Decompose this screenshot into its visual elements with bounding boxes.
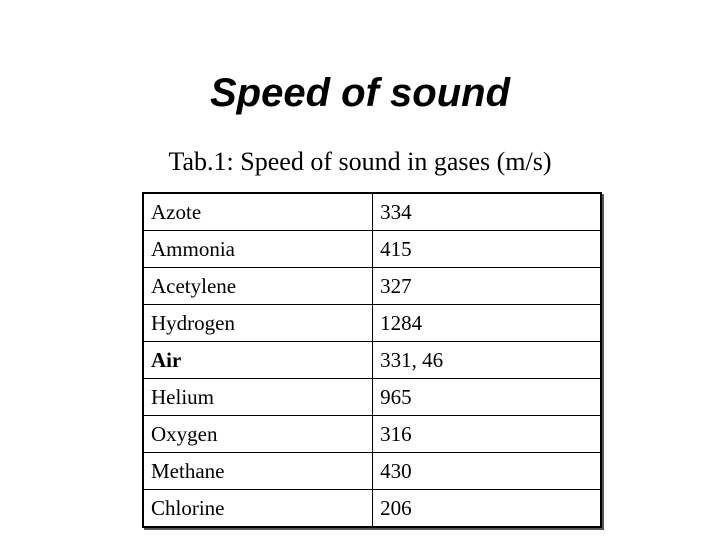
table-row [143, 490, 601, 528]
speed-value-cell: 334 [373, 193, 601, 231]
gas-name-cell: Methane [143, 453, 373, 490]
gas-name-cell: Ammonia [143, 231, 373, 268]
speed-value-cell: 415 [373, 231, 601, 268]
table-row [143, 193, 601, 231]
gas-name-cell: Oxygen [143, 416, 373, 453]
speed-value-cell: 1284 [373, 305, 601, 342]
speed-value-cell: 206 [380, 495, 412, 520]
gas-name-cell: Azote [143, 193, 373, 231]
gas-name-cell: Helium [143, 379, 373, 416]
speed-value-cell: 327 [373, 268, 601, 305]
speed-value-cell: 965 [373, 379, 601, 416]
slide-title: Speed of sound [210, 71, 510, 115]
speed-of-sound-table [142, 192, 602, 528]
gas-name-cell: Acetylene [143, 268, 373, 305]
gas-name-cell: Chlorine [143, 490, 373, 528]
table-row [143, 268, 601, 305]
table-row [143, 231, 601, 268]
table-row [143, 379, 601, 416]
gas-name-cell: Air [143, 342, 373, 379]
gas-name-cell: Hydrogen [143, 305, 373, 342]
table-row [143, 453, 601, 490]
speed-value-cell: 430 [373, 453, 601, 490]
table-caption: Tab.1: Speed of sound in gases (m/s) [168, 147, 552, 176]
speed-value-cell: 316 [373, 416, 601, 453]
table-row [143, 416, 601, 453]
speed-value-cell: 331, 46 [373, 342, 601, 379]
table-row [143, 305, 601, 342]
table-row [143, 342, 601, 379]
